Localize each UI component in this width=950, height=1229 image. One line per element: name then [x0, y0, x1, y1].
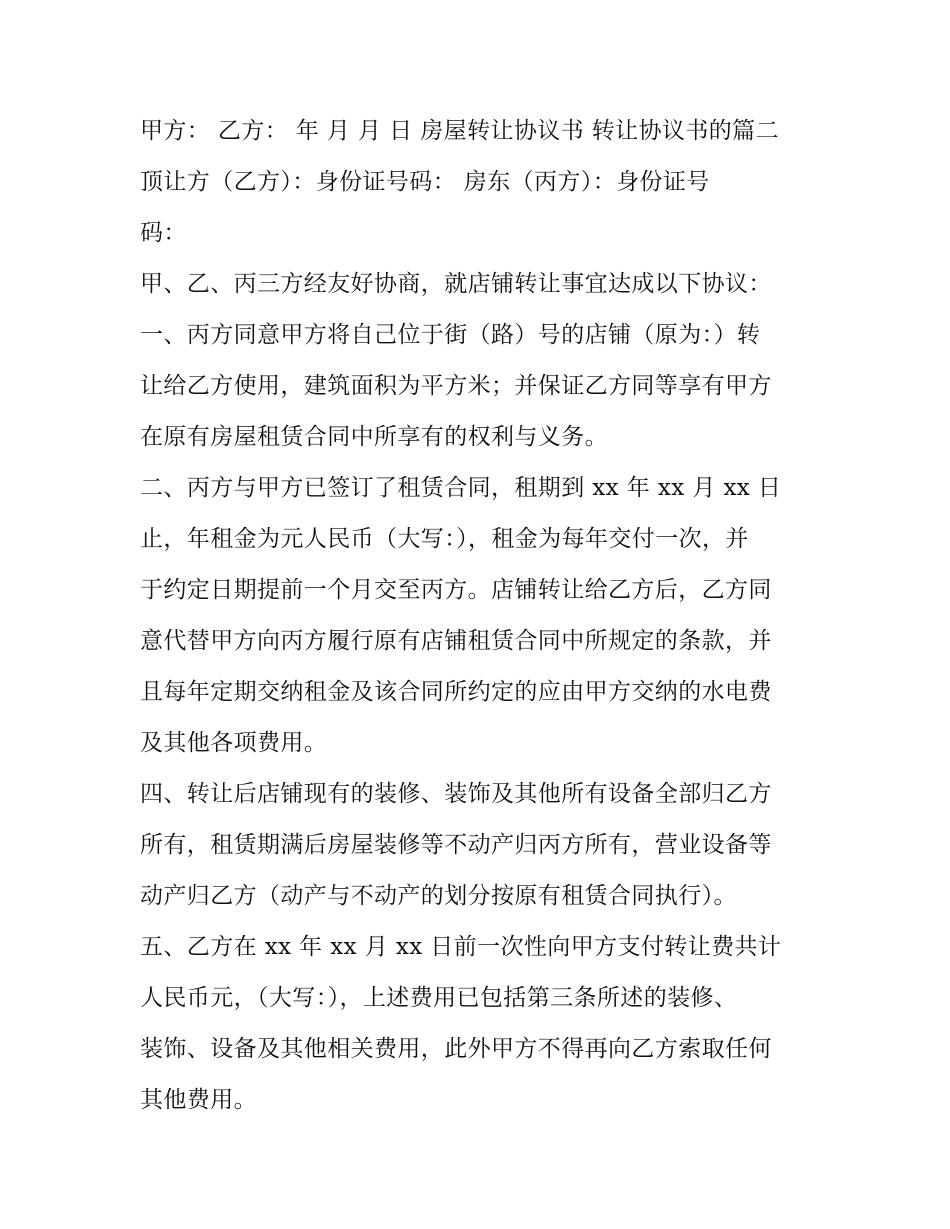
text-line: 装饰、设备及其他相关费用，此外甲方不得再向乙方索取任何	[140, 1036, 772, 1062]
text-line: 顶让方（乙方）：身份证号码： 房东（丙方）：身份证号	[140, 169, 710, 195]
text-line: 且每年定期交纳租金及该合同所约定的应由甲方交纳的水电费	[140, 679, 772, 705]
text-line: 甲、乙、丙三方经友好协商，就店铺转让事宜达成以下协议：	[140, 271, 772, 297]
text-line: 一、丙方同意甲方将自己位于街（路）号的店铺（原为：）转	[140, 322, 761, 348]
text-line: 码：	[140, 220, 187, 246]
document-body	[140, 106, 820, 1126]
text-line: 二、丙方与甲方已签订了租赁合同，租期到 xx 年 xx 月 xx 日	[140, 475, 782, 501]
text-line: 四、转让后店铺现有的装修、装饰及其他所有设备全部归乙方	[140, 781, 772, 807]
text-line: 人民币元，（大写：），上述费用已包括第三条所述的装修、	[140, 985, 738, 1011]
text-line: 所有，租赁期满后房屋装修等不动产归丙方所有，营业设备等	[140, 832, 772, 858]
text-line: 于约定日期提前一个月交至丙方。店铺转让给乙方后，乙方同	[140, 577, 772, 603]
text-line: 在原有房屋租赁合同中所享有的权利与义务。	[140, 424, 608, 450]
text-line: 意代替甲方向丙方履行原有店铺租赁合同中所规定的条款，并	[140, 628, 772, 654]
text-line: 其他费用。	[140, 1087, 257, 1113]
text-line: 及其他各项费用。	[140, 730, 328, 756]
text-line: 让给乙方使用，建筑面积为平方米；并保证乙方同等享有甲方	[140, 373, 772, 399]
text-line: 甲方： 乙方： 年 月 月 日 房屋转让协议书 转让协议书的篇二	[140, 118, 779, 144]
text-line: 动产归乙方（动产与不动产的划分按原有租赁合同执行）。	[140, 883, 737, 909]
text-line: 五、乙方在 xx 年 xx 月 xx 日前一次性向甲方支付转让费共计	[140, 934, 782, 960]
text-line: 止，年租金为元人民币（大写：），租金为每年交付一次，并	[140, 526, 749, 552]
